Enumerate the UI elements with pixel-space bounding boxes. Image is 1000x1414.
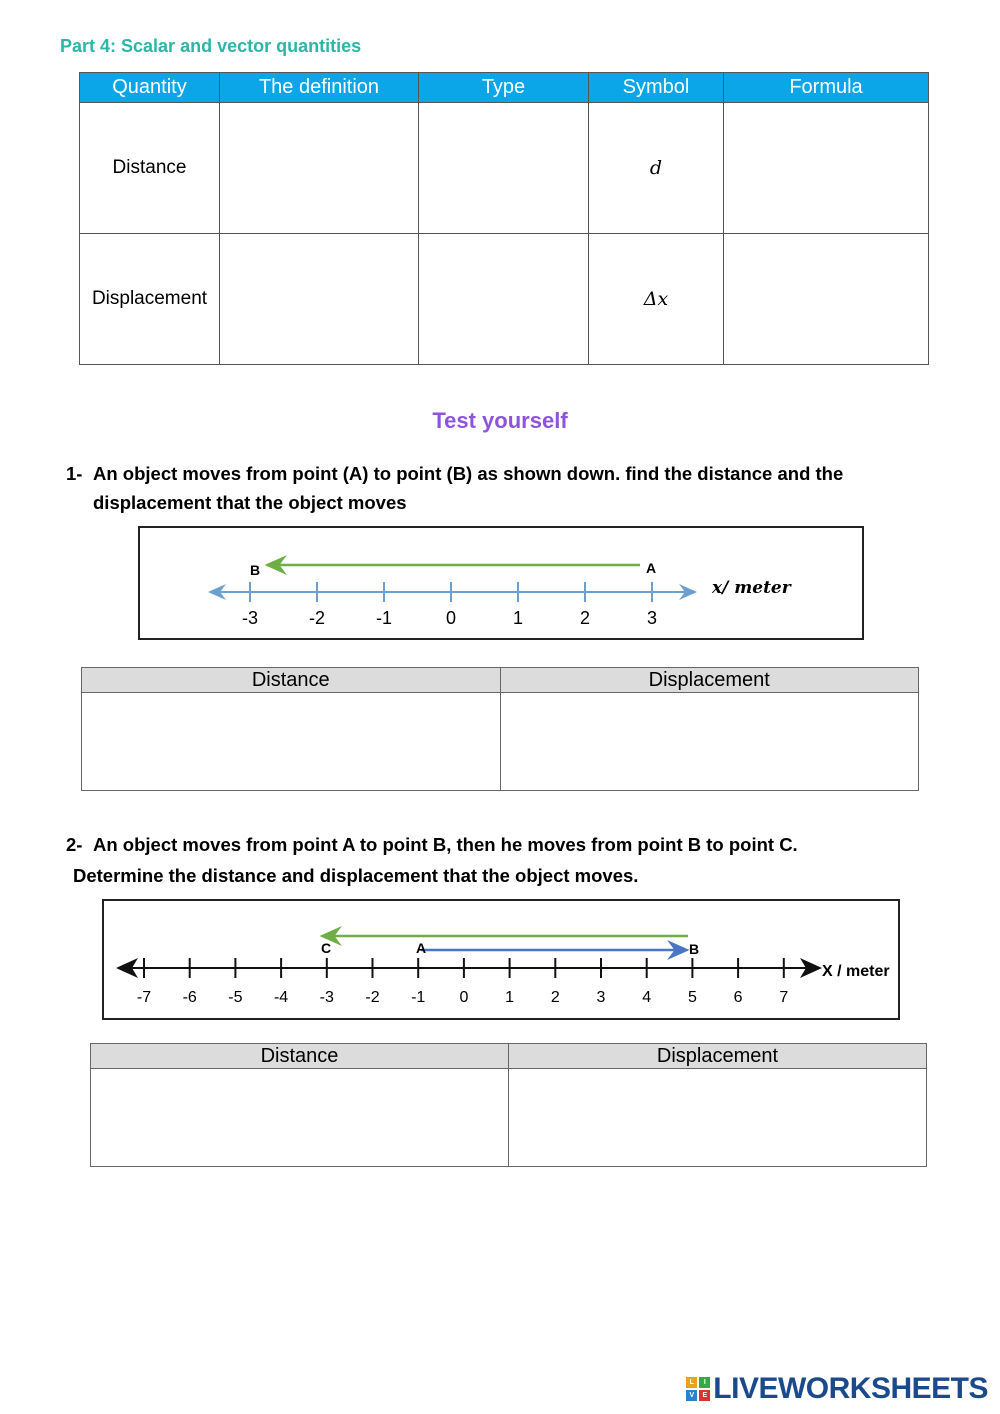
header-definition: The definition [220, 73, 419, 103]
tick-label: 0 [445, 608, 457, 628]
logo-mark-icon: L I V E [686, 1377, 710, 1401]
tick-label: 1 [512, 608, 524, 628]
logo-text: LIVEWORKSHEETS [713, 1372, 988, 1405]
tick-label: 2 [579, 608, 591, 628]
tick-label: -6 [182, 989, 197, 1006]
point-b-label: B [250, 562, 261, 578]
tick-label: -5 [228, 989, 243, 1006]
answer-input-distance-1[interactable] [82, 693, 501, 791]
definition-input-distance[interactable] [220, 103, 419, 234]
tick-label: 6 [733, 989, 743, 1006]
tick-label: 3 [596, 989, 606, 1006]
quantity-table-header [80, 73, 929, 103]
header-formula: Formula [724, 73, 929, 103]
tick-label: -2 [365, 989, 380, 1006]
answer-header-distance: Distance [91, 1044, 509, 1069]
cell-symbol-distance: d [589, 103, 724, 234]
question-1-line-1: An object moves from point (A) to point (B) as shown down. find the distance and the [93, 463, 844, 484]
definition-input-displacement[interactable] [220, 234, 419, 365]
cell-quantity-distance: Distance [80, 103, 220, 234]
answer-header-displacement: Displacement [509, 1044, 927, 1069]
tick-label: -4 [273, 989, 289, 1006]
point-c-label: C [321, 940, 332, 956]
question-2-line-2: Determine the distance and displacement that the object moves. [73, 865, 639, 886]
answer-header-displacement: Displacement [500, 668, 919, 693]
point-b-label: B [689, 941, 700, 957]
answer-input-distance-2[interactable] [91, 1069, 509, 1167]
header-quantity: Quantity [80, 73, 220, 103]
tick-label: -2 [308, 608, 326, 628]
tick-label: 2 [550, 989, 560, 1006]
liveworksheets-logo [686, 1372, 988, 1406]
tick-label: 0 [459, 989, 469, 1006]
answer-header-distance: Distance [82, 668, 501, 693]
tick-label: -3 [319, 989, 334, 1006]
tick-label: 7 [779, 989, 789, 1006]
tick-label: -1 [411, 989, 426, 1006]
tick-label: 5 [687, 989, 697, 1006]
tick-label: 3 [646, 608, 658, 628]
type-input-displacement[interactable] [419, 234, 589, 365]
cell-symbol-displacement: Δx [589, 234, 724, 365]
axis-label: X / meter [822, 963, 890, 980]
cell-quantity-displacement: Displacement [80, 234, 220, 365]
question-1-number: 1- [66, 463, 83, 484]
quantity-table [79, 72, 929, 365]
formula-input-distance[interactable] [724, 103, 929, 234]
tick-label: -1 [375, 608, 393, 628]
header-type: Type [419, 73, 589, 103]
question-1-line-2: displacement that the object moves [93, 492, 407, 513]
question-2-number: 2- [66, 834, 83, 855]
test-yourself-heading: Test yourself [432, 408, 568, 433]
tick-label: 1 [505, 989, 515, 1006]
type-input-distance[interactable] [419, 103, 589, 234]
answer-table-1 [81, 667, 919, 791]
point-a-label: A [646, 560, 657, 576]
tick-label: -7 [136, 989, 152, 1006]
answer-input-displacement-1[interactable] [500, 693, 919, 791]
answer-input-displacement-2[interactable] [509, 1069, 927, 1167]
axis-label: x/ meter [712, 578, 791, 598]
number-line-2 [102, 899, 900, 1020]
tick-label: -3 [241, 608, 259, 628]
table-row-displacement [80, 234, 929, 365]
question-2-line-1: An object moves from point A to point B, then he moves from point B to point C. [93, 834, 798, 855]
answer-table-2 [90, 1043, 927, 1167]
tick-label: 4 [642, 989, 652, 1006]
table-row-distance [80, 103, 929, 234]
point-a-label: A [416, 940, 427, 956]
number-line-1 [138, 526, 864, 640]
formula-input-displacement[interactable] [724, 234, 929, 365]
part-title: Part 4: Scalar and vector quantities [60, 36, 362, 56]
header-symbol: Symbol [589, 73, 724, 103]
